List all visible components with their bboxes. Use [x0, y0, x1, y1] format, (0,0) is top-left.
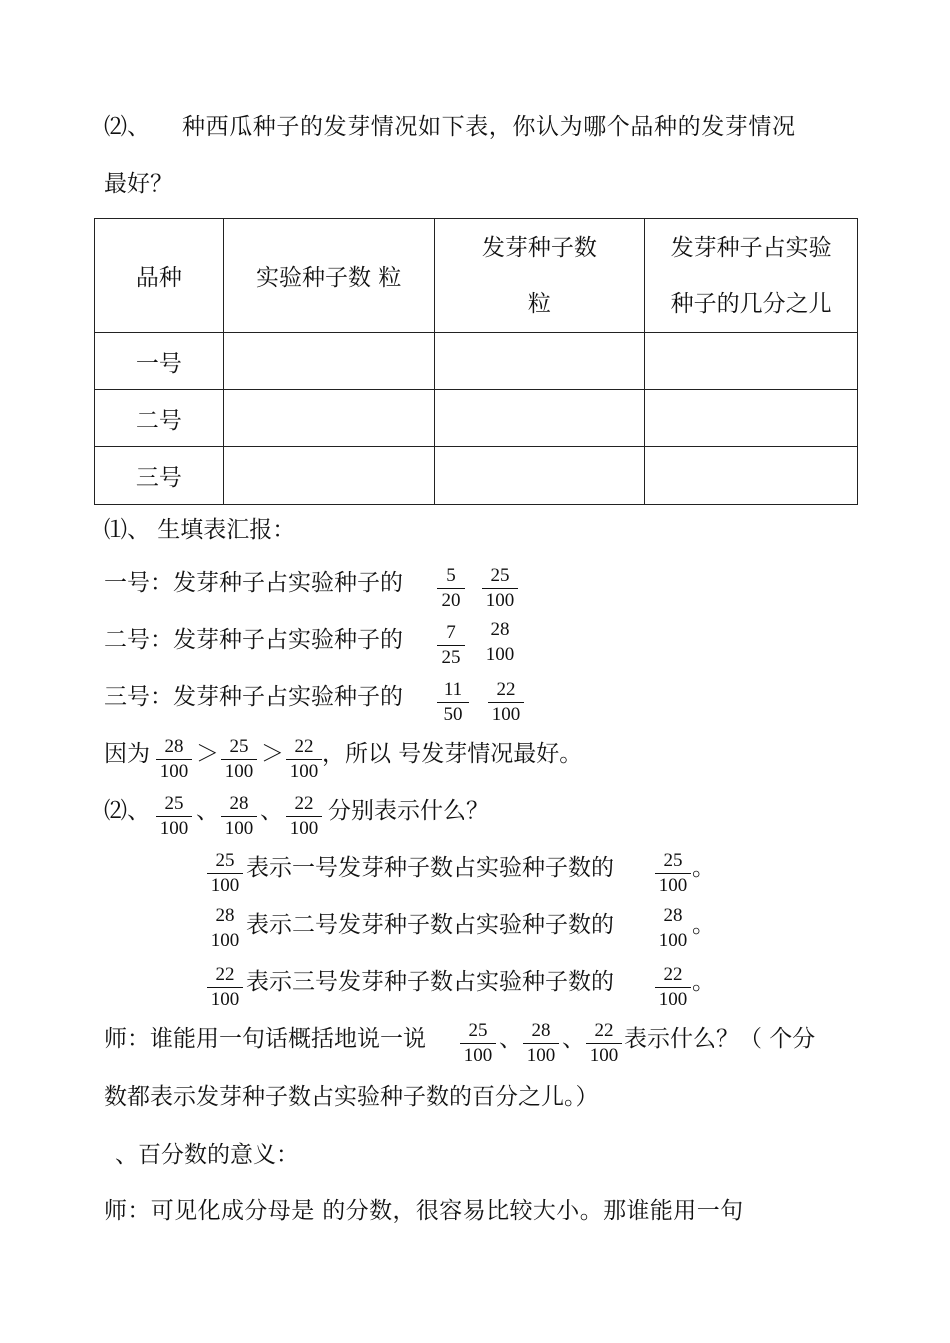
question-number: ⑵、	[104, 114, 150, 140]
fraction: 22 100	[286, 794, 322, 839]
table-cell	[223, 333, 434, 390]
fraction: 11 50	[437, 680, 469, 725]
fraction: 28 100	[658, 905, 688, 951]
separator: 、	[562, 1026, 585, 1052]
teacher-question-prefix: 师：谁能用一句话概括地说一说	[104, 1026, 426, 1052]
question-text-line2: 最好？	[104, 171, 173, 197]
fraction: 28 100	[485, 619, 515, 665]
row-label: 三号	[95, 447, 224, 505]
header-variety: 品种	[95, 219, 224, 333]
fraction: 28 100	[156, 737, 192, 782]
fraction: 22 100	[488, 680, 524, 725]
germination-table	[94, 218, 858, 505]
fraction: 28 100	[210, 905, 240, 951]
q2b-prefix: ⑵、	[104, 798, 150, 824]
table-cell	[645, 390, 858, 447]
fraction: 28 100	[523, 1021, 559, 1066]
report-title: ⑴、 生填表汇报：	[104, 517, 296, 543]
fraction: 25 100	[156, 794, 192, 839]
teacher-statement: 师：可见化成分母是 的分数，很容易比较大小。那谁能用一句	[104, 1198, 744, 1224]
table-cell	[434, 447, 645, 505]
separator: 、	[196, 798, 219, 824]
teacher-question-line2: 数都表示发芽种子数占实验种子数的百分之儿。）	[104, 1084, 599, 1110]
fraction: 25 100	[460, 1021, 496, 1066]
teacher-question-suffix: 表示什么？（ 个分	[624, 1026, 816, 1052]
table-row	[95, 447, 858, 505]
separator: 、	[260, 798, 283, 824]
table-cell	[645, 447, 858, 505]
period: 。	[692, 855, 715, 881]
row-label: 二号	[95, 390, 224, 447]
table-cell	[434, 333, 645, 390]
table-cell	[223, 390, 434, 447]
compare-suffix: ，所以 号发芽情况最好。	[322, 741, 583, 767]
report-line-1: 一号：发芽种子占实验种子的	[104, 570, 403, 596]
fraction: 25 100	[655, 851, 691, 896]
section-heading: 、百分数的意义：	[115, 1142, 299, 1168]
report-line-3: 三号：发芽种子占实验种子的	[104, 684, 403, 710]
greater-than: ＞	[196, 741, 219, 767]
fraction: 7 25	[437, 623, 465, 668]
table-cell	[645, 333, 858, 390]
row-label: 一号	[95, 333, 224, 390]
header-fraction: 发芽种子占实验 种子的几分之儿	[645, 219, 858, 333]
explain-line-1: 表示一号发芽种子数占实验种子数的	[246, 855, 614, 881]
period: 。	[692, 912, 715, 938]
report-line-2: 二号：发芽种子占实验种子的	[104, 627, 403, 653]
fraction: 22 100	[207, 965, 243, 1010]
question-text: 种西瓜种子的发芽情况如下表，你认为哪个品种的发芽情况	[182, 114, 796, 140]
table-cell	[223, 447, 434, 505]
compare-prefix: 因为	[104, 741, 150, 767]
fraction: 5 20	[437, 566, 465, 611]
fraction: 22 100	[655, 965, 691, 1010]
fraction: 28 100	[221, 794, 257, 839]
fraction: 25 100	[207, 851, 243, 896]
table-cell	[434, 390, 645, 447]
fraction: 22 100	[586, 1021, 622, 1066]
period: 。	[692, 969, 715, 995]
greater-than: ＞	[261, 741, 284, 767]
fraction: 22 100	[286, 737, 322, 782]
explain-line-3: 表示三号发芽种子数占实验种子数的	[246, 969, 614, 995]
fraction: 25 100	[482, 566, 518, 611]
explain-line-2: 表示二号发芽种子数占实验种子数的	[246, 912, 614, 938]
separator: 、	[499, 1026, 522, 1052]
table-row	[95, 333, 858, 390]
q2b-suffix: 分别表示什么？	[328, 798, 489, 824]
header-germinated-seeds: 发芽种子数 粒	[434, 219, 645, 333]
fraction: 25 100	[221, 737, 257, 782]
table-row	[95, 390, 858, 447]
header-test-seeds: 实验种子数 粒	[223, 219, 434, 333]
